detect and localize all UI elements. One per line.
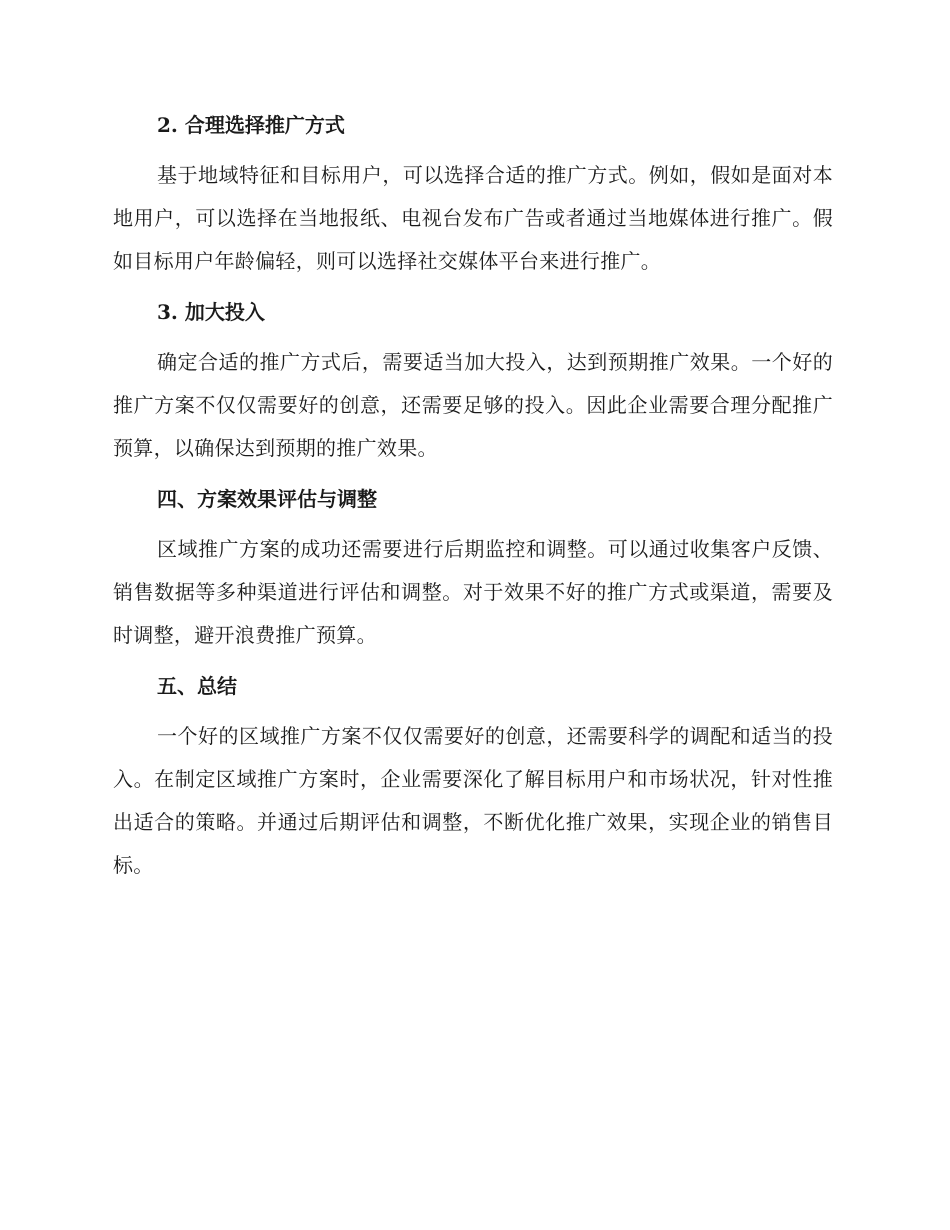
section-body-increase-investment: 确定合适的推广方式后，需要适当加大投入，达到预期推广效果。一个好的推广方案不仅仅需要好的创意，还需要足够的投入。因此企业需要合理分配推广预算，以确保达到预期的推广效果。 (113, 350, 833, 460)
document-page (113, 110, 833, 901)
section-body-promotion-method: 基于地域特征和目标用户，可以选择合适的推广方式。例如，假如是面对本地用户，可以选择在当地报纸、电视台发布广告或者通过当地媒体进行推广。假如目标用户年龄偏轻，则可以选择社交媒体平台来进行推广。 (113, 163, 833, 273)
section-body-evaluation-adjustment: 区域推广方案的成功还需要进行后期监控和调整。可以通过收集客户反馈、销售数据等多种渠道进行评估和调整。对于效果不好的推广方式或渠道，需要及时调整，避开浪费推广预算。 (113, 537, 833, 647)
section-heading-promotion-method: 2. 合理选择推广方式 (157, 113, 345, 137)
section-body-summary: 一个好的区域推广方案不仅仅需要好的创意，还需要科学的调配和适当的投入。在制定区域推广方案时，企业需要深化了解目标用户和市场状况，针对性推出适合的策略。并通过后期评估和调整，不断优化推广效果，实现企业的销售目标。 (113, 724, 833, 877)
section-heading-summary: 五、总结 (157, 674, 237, 698)
section-heading-evaluation-adjustment: 四、方案效果评估与调整 (157, 487, 377, 511)
section-heading-increase-investment: 3. 加大投入 (157, 300, 265, 324)
